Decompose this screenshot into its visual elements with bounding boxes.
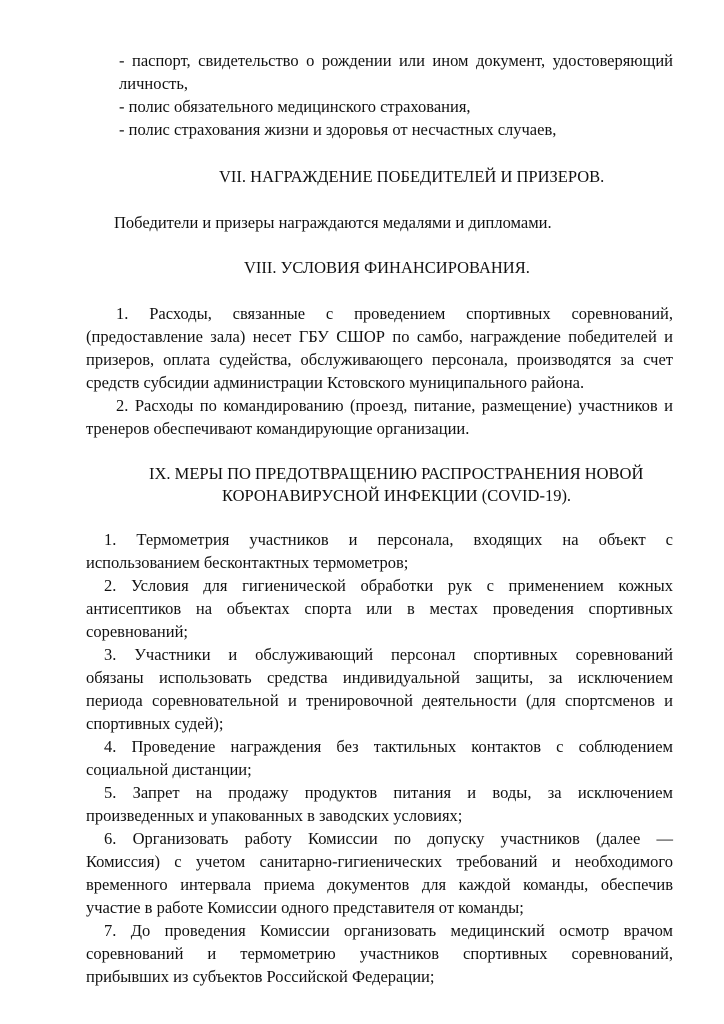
paragraph-line: участие в работе Комиссии одного представителя от команды; bbox=[86, 898, 524, 917]
paragraph-line: соревнований и термометрию участников спортивных соревнований, bbox=[86, 944, 673, 963]
paragraph-line: 3. Участники и обслуживающий персонал спортивных соревнований bbox=[104, 645, 673, 664]
paragraph-line: 2. Расходы по командированию (проезд, питание, размещение) участников и bbox=[116, 396, 673, 415]
paragraph-line: 1. Расходы, связанные с проведением спортивных соревнований, bbox=[116, 304, 673, 323]
list-item: - полис обязательного медицинского страхования, bbox=[119, 97, 471, 116]
paragraph-line: тренеров обеспечивают командирующие организации. bbox=[86, 419, 470, 438]
paragraph-line: 6. Организовать работу Комиссии по допуску участников (далее — bbox=[104, 829, 673, 848]
paragraph-line: временного интервала приема документов для каждой команды, обеспечив bbox=[86, 875, 673, 894]
paragraph-line: 4. Проведение награждения без тактильных контактов с соблюдением bbox=[104, 737, 673, 756]
paragraph-line: произведенных и упакованных в заводских условиях; bbox=[86, 806, 463, 825]
paragraph-line: периода соревновательной и тренировочной деятельности (для спортсменов и bbox=[86, 691, 673, 710]
section-heading: VIII. УСЛОВИЯ ФИНАНСИРОВАНИЯ. bbox=[244, 258, 530, 277]
paragraph-line: Комиссия) с учетом санитарно-гигиенических требований и необходимого bbox=[86, 852, 673, 871]
section-heading: VII. НАГРАЖДЕНИЕ ПОБЕДИТЕЛЕЙ И ПРИЗЕРОВ. bbox=[219, 167, 605, 186]
paragraph-line: (предоставление зала) несет ГБУ СШОР по самбо, награждение победителей и bbox=[86, 327, 673, 346]
paragraph-line: спортивных судей); bbox=[86, 714, 224, 733]
list-item: - полис страхования жизни и здоровья от несчастных случаев, bbox=[119, 120, 557, 139]
paragraph-line: антисептиков на объектах спорта или в местах проведения спортивных bbox=[86, 599, 673, 618]
section-heading: КОРОНАВИРУСНОЙ ИНФЕКЦИИ (COVID-19). bbox=[222, 486, 572, 505]
paragraph-line: социальной дистанции; bbox=[86, 760, 252, 779]
paragraph-line: прибывших из субъектов Российской Федерации; bbox=[86, 967, 435, 986]
paragraph: Победители и призеры награждаются медалями и дипломами. bbox=[114, 213, 552, 232]
paragraph-line: обязаны использовать средства индивидуальной защиты, за исключением bbox=[86, 668, 673, 687]
paragraph-line: 5. Запрет на продажу продуктов питания и воды, за исключением bbox=[104, 783, 673, 802]
paragraph-line: соревнований; bbox=[86, 622, 188, 641]
paragraph-line: использованием бесконтактных термометров; bbox=[86, 553, 409, 572]
paragraph-line: 1. Термометрия участников и персонала, входящих на объект с bbox=[104, 530, 673, 549]
paragraph-line: призеров, оплата судейства, обслуживающего персонала, производятся за счет bbox=[86, 350, 673, 369]
section-heading: IX. МЕРЫ ПО ПРЕДОТВРАЩЕНИЮ РАСПРОСТРАНЕНИЯ НОВОЙ bbox=[149, 464, 644, 483]
paragraph-line: 2. Условия для гигиенической обработки рук с применением кожных bbox=[104, 576, 673, 595]
list-item: - паспорт, свидетельство о рождении или ином документ, удостоверяющий bbox=[119, 51, 673, 70]
paragraph-line: 7. До проведения Комиссии организовать медицинский осмотр врачом bbox=[104, 921, 673, 940]
list-item-continuation: личность, bbox=[119, 74, 189, 93]
paragraph-line: средств субсидии администрации Кстовского муниципального района. bbox=[86, 373, 585, 392]
